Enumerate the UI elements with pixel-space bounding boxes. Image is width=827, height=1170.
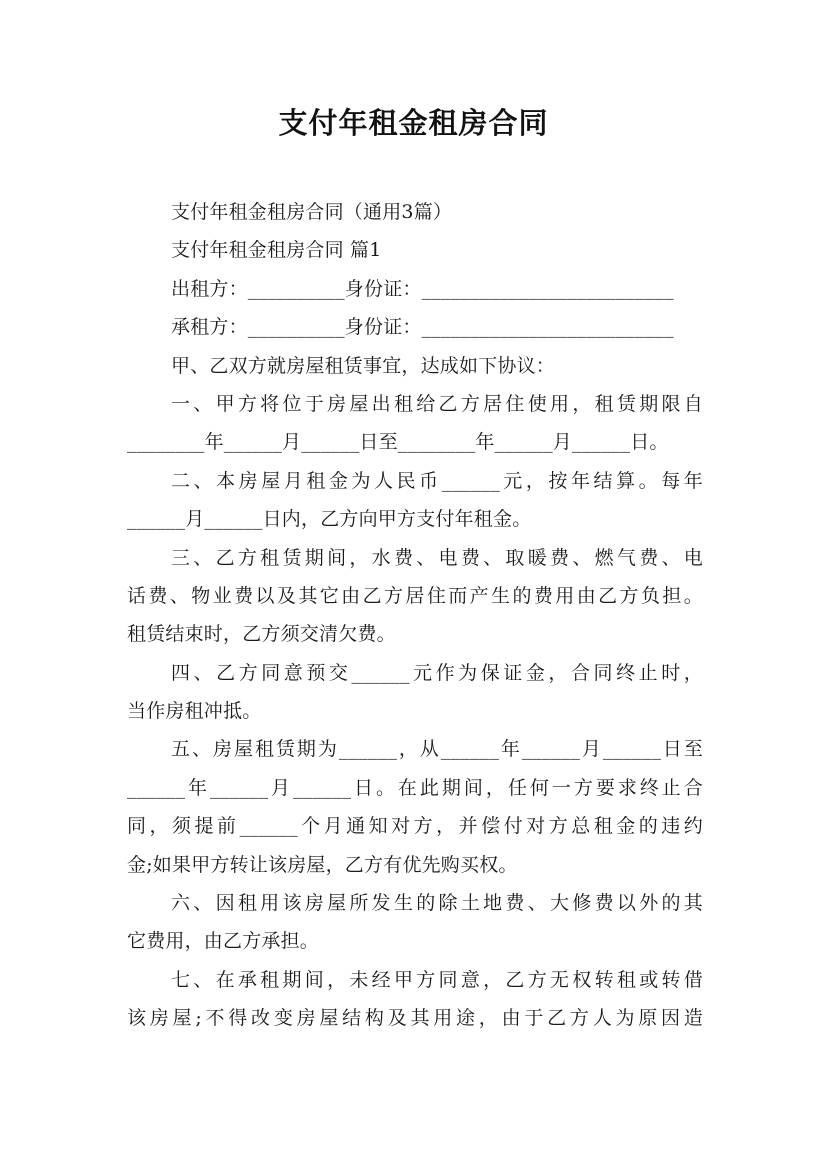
lessee-line: 承租方：__________身份证：__________________________	[171, 316, 674, 339]
clause-7-line-1: 七、在承租期间，未经甲方同意，乙方无权转租或转借	[171, 968, 703, 991]
clause-5-line-2: ______年______月______日。在此期间，任何一方要求终止合	[127, 776, 703, 799]
clause-3-line-1: 三、乙方租赁期间，水费、电费、取暖费、燃气费、电	[171, 546, 703, 569]
clause-5-line-4: 金;如果甲方转让该房屋，乙方有优先购买权。	[127, 853, 518, 876]
clause-3-line-2: 话费、物业费以及其它由乙方居住而产生的费用由乙方负担。	[127, 584, 703, 607]
clause-5-line-1: 五、房屋租赁期为______，从______年______月______日至	[171, 738, 703, 761]
clause-6-line-2: 它费用，由乙方承担。	[127, 930, 320, 953]
clause-4-line-2: 当作房租冲抵。	[127, 700, 262, 723]
agreement-intro: 甲、乙双方就房屋租赁事宜，达成如下协议：	[171, 354, 556, 377]
clause-4-line-1: 四、乙方同意预交______元作为保证金，合同终止时，	[171, 661, 703, 684]
clause-5-line-3: 同，须提前______个月通知对方，并偿付对方总租金的违约	[127, 815, 703, 838]
clause-6-line-1: 六、因租用该房屋所发生的除土地费、大修费以外的其	[171, 892, 703, 915]
document-title: 支付年租金租房合同	[278, 106, 549, 140]
subtitle-line: 支付年租金租房合同（通用3篇）	[171, 201, 453, 223]
clause-3-line-3: 租赁结束时，乙方须交清欠费。	[127, 623, 396, 646]
section-heading: 支付年租金租房合同 篇1	[171, 239, 382, 262]
clause-7-line-2: 该房屋;不得改变房屋结构及其用途，由于乙方人为原因造	[127, 1007, 703, 1030]
clause-1-line-1: 一、甲方将位于房屋出租给乙方居住使用，租赁期限自	[171, 392, 703, 415]
document-body	[127, 193, 703, 1038]
clause-2-line-2: ______月______日内，乙方向甲方支付年租金。	[127, 508, 532, 531]
lessor-line: 出租方：__________身份证：__________________________	[171, 277, 674, 300]
clause-1-line-2: ________年______月______日至________年______月______日。	[127, 431, 669, 454]
clause-2-line-1: 二、本房屋月租金为人民币______元，按年结算。每年	[171, 469, 703, 492]
